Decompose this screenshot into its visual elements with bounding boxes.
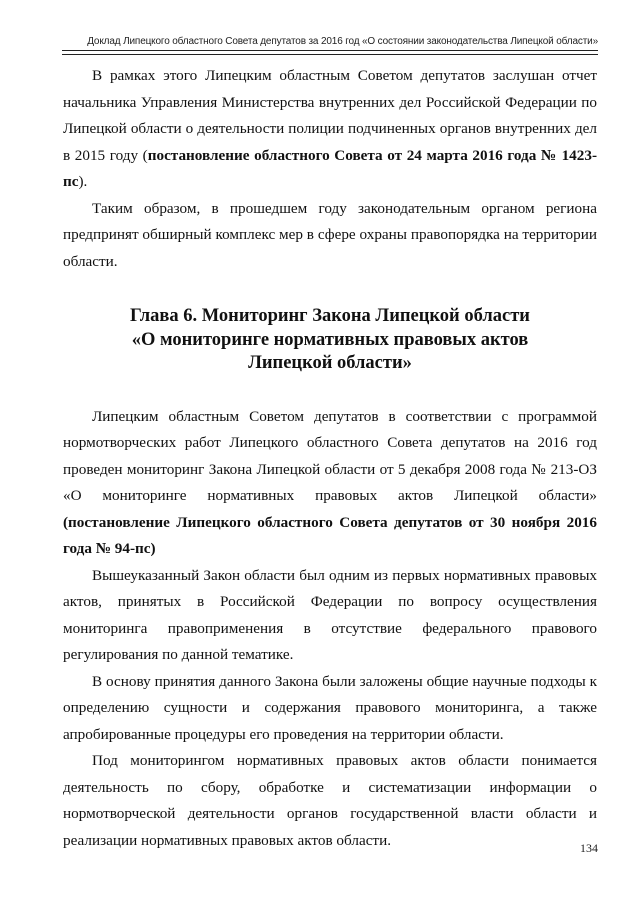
page-number: 134: [580, 841, 598, 855]
page-content: [63, 63, 597, 854]
header-rule-thin: [62, 54, 598, 55]
paragraph-text-end: ).: [78, 173, 88, 190]
paragraph-text: Липецким областным Советом депутатов в соответствии с программой нормотворческих работ Липецкого областного Совета депутатов на 2016 год проведен мониторинг Закона Липецкой области от 5 декабря 2008 года № 213-ОЗ «О мониторинге нормативных правовых актов Липецкой области»: [63, 407, 597, 504]
paragraph-monitoring-definition: Под мониторингом нормативных правовых актов области понимается деятельность по сбору, обработке и систематизации информации о нормотворческой деятельности органов государственной власти области и реализации нормативных правовых актов области.: [63, 752, 597, 849]
running-header: Доклад Липецкого областного Совета депутатов за 2016 год «О состоянии законодательства Липецкой области»: [87, 36, 598, 47]
paragraph-monitoring-conducted: [63, 404, 597, 563]
resolution-reference: постановление областного Совета от 24 марта 2016 года № 1423-пс: [63, 146, 597, 190]
chapter-title-line-1: Глава 6. Мониторинг Закона Липецкой области: [130, 306, 530, 326]
header-rule-thick: [62, 50, 598, 51]
paragraph-text: В рамках этого Липецким областным Советом депутатов заслушан отчет начальника Управления Министерства внутренних дел Российской Федерации по Липецкой области о деятельности полиции подчиненных органов внутренних дел в 2015 году (: [63, 67, 597, 164]
paragraph-summary: Таким образом, в прошедшем году законодательным органом региона предпринят обширный комплекс мер в сфере охраны правопорядка на территории области.: [63, 199, 597, 270]
resolution-reference: (постановление Липецкого областного Совета депутатов от 30 ноября 2016 года № 94-пс): [63, 513, 597, 557]
paragraph-law-first: Вышеуказанный Закон области был одним из первых нормативных правовых актов, принятых в Российской Федерации по вопросу осуществления мониторинга правоприменения в отсутствие федерального правового регулирования по данной тематике.: [63, 566, 597, 663]
chapter-title-line-2: «О мониторинге нормативных правовых актов: [131, 329, 529, 350]
paragraph-law-basis: В основу принятия данного Закона были заложены общие научные подходы к определению сущности и содержания правового мониторинга, а также апробированные процедуры его проведения на территории области.: [63, 672, 597, 743]
chapter-title: [63, 305, 597, 376]
paragraph-police-report: [63, 63, 597, 196]
chapter-title-line-3: Липецкой области»: [248, 353, 412, 373]
